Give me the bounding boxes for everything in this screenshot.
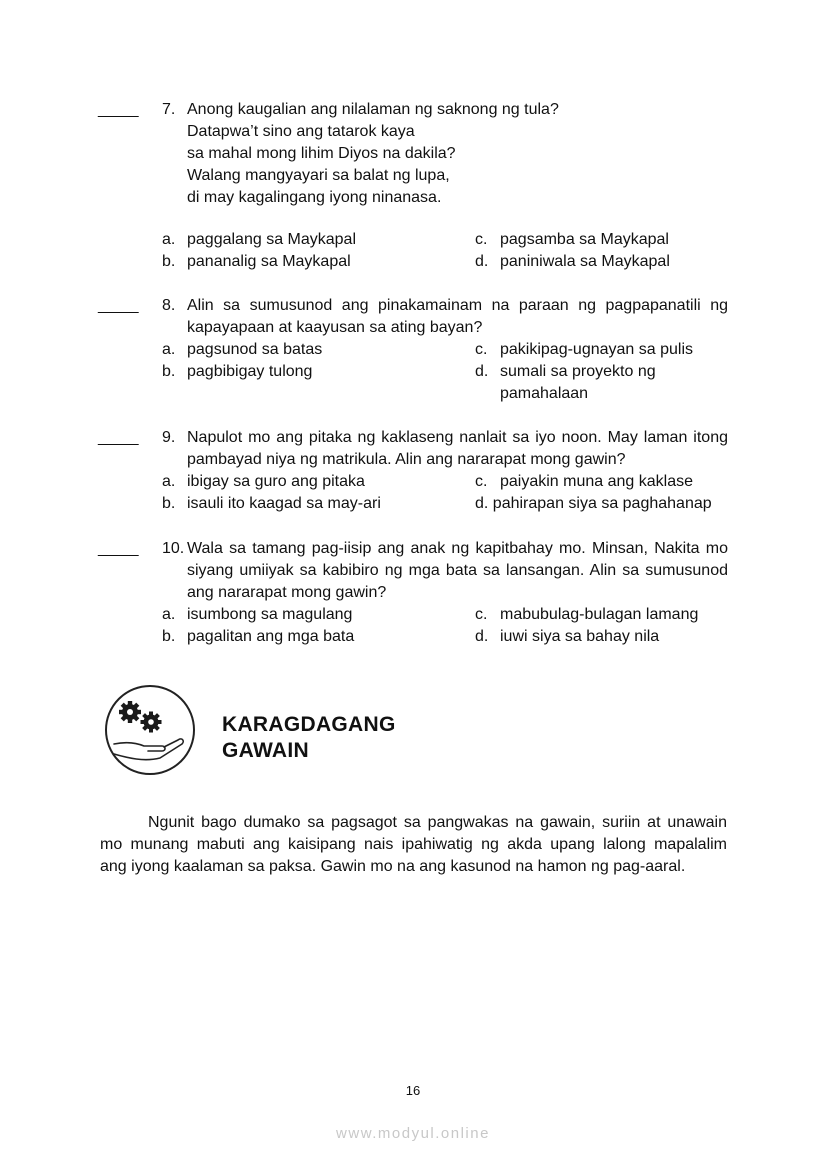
option-text: paniniwala sa Maykapal: [500, 253, 670, 270]
stem-line: di may kagalingang iyong ninanasa.: [187, 189, 442, 206]
option-d-continuation: [500, 383, 588, 405]
option-letter: d.: [475, 495, 489, 512]
option-text: pagsamba sa Maykapal: [500, 231, 669, 248]
option-text: paiyakin muna ang kaklase: [500, 473, 694, 490]
paragraph-line: Ngunit bago dumako sa pagsagot sa pangwakas na gawain, suriin at unawain: [148, 814, 727, 831]
option-letter: c.: [475, 606, 488, 623]
stem-line: Walang mangyayari sa balat ng lupa,: [187, 167, 450, 184]
option-d[interactable]: [475, 493, 712, 515]
option-text: isumbong sa magulang: [187, 606, 353, 623]
option-b[interactable]: [162, 493, 381, 515]
question-stem: [187, 538, 728, 604]
option-text: pahirapan siya sa paghahanap: [492, 495, 712, 512]
stem-line: Wala sa tamang pag-iisip ang anak ng kapitbahay mo. Minsan, Nakita mo: [187, 540, 728, 557]
option-text: sumali sa proyekto ng: [500, 363, 656, 380]
option-d[interactable]: [475, 361, 656, 383]
option-c[interactable]: [475, 604, 698, 626]
answer-blank[interactable]: _____: [98, 101, 138, 118]
option-letter: a.: [162, 606, 176, 623]
stem-line: Anong kaugalian ang nilalaman ng saknong ng tula?: [187, 101, 559, 118]
stem-line: ang nararapat mong gawin?: [187, 584, 387, 601]
instruction-paragraph: [100, 812, 727, 878]
option-text: pananalig sa Maykapal: [187, 253, 351, 270]
question-stem: [187, 295, 728, 339]
option-b[interactable]: [162, 626, 354, 648]
answer-blank[interactable]: _____: [98, 540, 138, 557]
option-letter: b.: [162, 495, 176, 512]
stem-line: Alin sa sumusunod ang pinakamainam na paraan ng pagpapanatili ng: [187, 297, 728, 314]
stem-line: kapayapaan at kaayusan sa ating bayan?: [187, 319, 483, 336]
option-a[interactable]: [162, 339, 322, 361]
option-letter: c.: [475, 231, 488, 248]
stem-line: pambayad niya ng matrikula. Alin ang nararapat mong gawin?: [187, 451, 626, 468]
section-title: [222, 712, 396, 764]
option-c[interactable]: [475, 229, 669, 251]
option-letter: d.: [475, 363, 489, 380]
option-c[interactable]: [475, 339, 693, 361]
answer-blank[interactable]: _____: [98, 429, 138, 446]
option-text: pagsunod sa batas: [187, 341, 323, 358]
question-stem: [187, 99, 728, 209]
option-text: isauli ito kaagad sa may-ari: [187, 495, 381, 512]
option-text: pakikipag-ugnayan sa pulis: [500, 341, 694, 358]
section-title-line: KARAGDAGANG: [222, 713, 396, 736]
option-letter: c.: [475, 473, 488, 490]
option-d[interactable]: [475, 626, 659, 648]
answer-blank[interactable]: _____: [98, 297, 138, 314]
option-letter: c.: [475, 341, 488, 358]
watermark: www.modyul.online: [336, 1125, 490, 1142]
option-letter: d.: [475, 253, 489, 270]
stem-line: Napulot mo ang pitaka ng kaklaseng nanlait sa iyo noon. May laman itong: [187, 429, 728, 446]
option-d[interactable]: [475, 251, 670, 273]
gears-on-hand-icon: [104, 684, 196, 776]
option-letter: b.: [162, 363, 176, 380]
option-text: pamahalaan: [500, 385, 589, 402]
gears-on-hand-svg: [104, 684, 196, 776]
paragraph-line: ang iyong kaalaman sa paksa. Gawin mo na ang kasunod na hamon ng pag-aaral.: [100, 858, 686, 875]
option-text: pagalitan ang mga bata: [187, 628, 355, 645]
option-letter: b.: [162, 628, 176, 645]
question-number: 7.: [162, 101, 176, 118]
option-letter: a.: [162, 473, 176, 490]
option-c[interactable]: [475, 471, 693, 493]
option-text: paggalang sa Maykapal: [187, 231, 357, 248]
option-letter: a.: [162, 341, 176, 358]
page-number: 16: [405, 1083, 421, 1098]
option-letter: b.: [162, 253, 176, 270]
option-a[interactable]: [162, 604, 352, 626]
option-text: pagbibigay tulong: [187, 363, 313, 380]
option-letter: a.: [162, 231, 176, 248]
option-b[interactable]: [162, 251, 351, 273]
stem-line: siyang umiiyak sa kabibiro ng mga bata sa lansangan. Alin sa sumusunod: [187, 562, 728, 579]
question-number: 8.: [162, 297, 176, 314]
question-number: 10.: [162, 540, 185, 557]
section-title-line: GAWAIN: [222, 739, 309, 762]
option-text: ibigay sa guro ang pitaka: [187, 473, 365, 490]
stem-line: sa mahal mong lihim Diyos na dakila?: [187, 145, 456, 162]
option-a[interactable]: [162, 471, 365, 493]
question-stem: [187, 427, 728, 471]
option-letter: d.: [475, 628, 489, 645]
option-text: mabubulag-bulagan lamang: [500, 606, 699, 623]
paragraph-line: mo munang mabuti ang kaisipang nais ipahiwatig ng akda upang lalong mapalalim: [100, 836, 727, 853]
option-text: iuwi siya sa bahay nila: [500, 628, 660, 645]
stem-line: Datapwa’t sino ang tatarok kaya: [187, 123, 415, 140]
option-b[interactable]: [162, 361, 312, 383]
option-a[interactable]: [162, 229, 356, 251]
question-number: 9.: [162, 429, 176, 446]
